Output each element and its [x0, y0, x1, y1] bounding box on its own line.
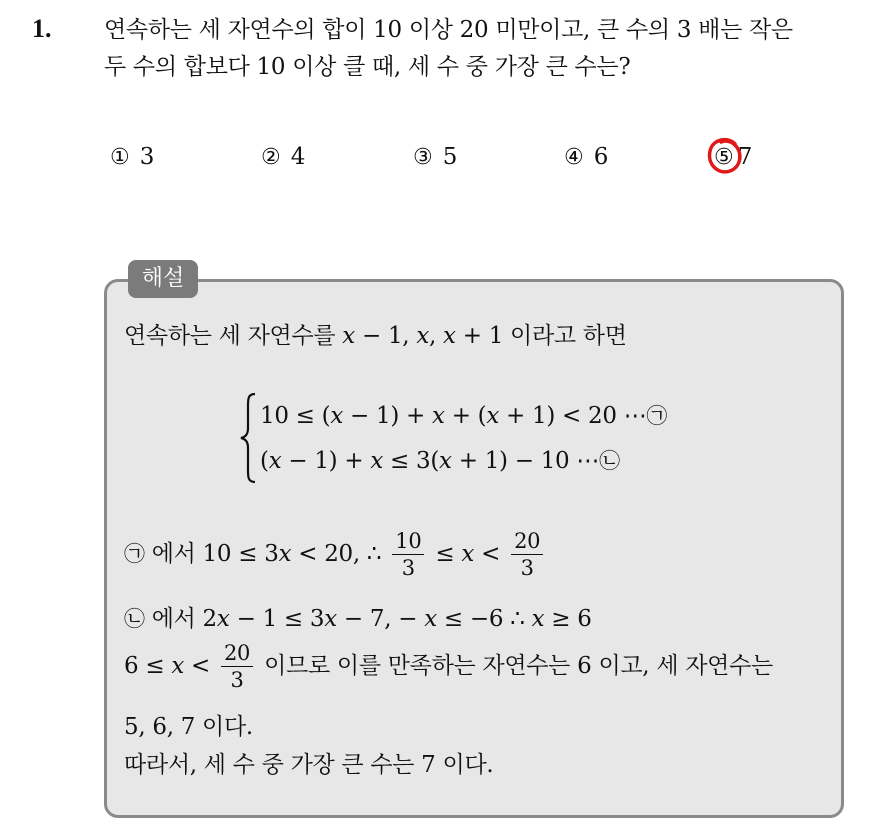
text: < [474, 540, 508, 567]
variable: x [216, 606, 230, 632]
text: ( [260, 448, 269, 474]
text: ≤ [428, 540, 462, 567]
solution-conclusion: 따라서, 세 수 중 가장 큰 수는 7 이다. [124, 752, 494, 778]
solution-intro [124, 317, 627, 350]
choice-value: 3 [139, 144, 155, 170]
denominator: 3 [520, 556, 534, 581]
text: − 1) + [281, 448, 371, 474]
circled-nieun-icon: ㉡ [124, 607, 145, 631]
text: 에서 10 ≤ 3 [144, 540, 279, 567]
left-brace-icon [238, 392, 258, 484]
variable: x [486, 403, 500, 429]
choice-2[interactable] [261, 144, 305, 170]
text: 10 ≤ ( [260, 403, 331, 429]
variable: x [416, 323, 429, 349]
variable: x [171, 652, 184, 679]
solution-step-3 [124, 640, 773, 694]
variable: x [531, 606, 545, 632]
text: − 1 ≤ 3 [229, 606, 325, 632]
text: ≥ 6 [544, 606, 592, 632]
denominator: 3 [230, 668, 244, 693]
circled-nieun-icon: ㉡ [599, 449, 620, 473]
variable: x [330, 403, 344, 429]
choice-5[interactable] [714, 144, 752, 170]
choice-mark: ⑤ [714, 145, 734, 170]
choice-mark: ② [261, 145, 281, 170]
selected-answer-mark [714, 144, 738, 170]
choice-mark: ① [110, 145, 130, 170]
inequality-system [238, 392, 718, 484]
variable: x [424, 606, 437, 632]
variable: x [370, 448, 384, 474]
text: ≤ 3( [383, 448, 440, 474]
text: + ( [444, 403, 487, 429]
variable: x [268, 448, 282, 474]
choice-value: 6 [593, 144, 609, 170]
solution-tag: 해설 [128, 260, 198, 298]
question-line-2: 두 수의 합보다 10 이상 클 때, 세 수 중 가장 큰 수는? [104, 54, 631, 80]
choice-mark: ④ [564, 145, 584, 170]
choice-mark: ③ [413, 145, 433, 170]
inequality-1 [260, 400, 667, 430]
text: − 1) + [343, 403, 433, 429]
text: 연속하는 세 자연수를 [124, 323, 343, 349]
circled-giyeok-icon: ㉠ [124, 541, 145, 566]
text: + 1 이라고 하면 [455, 323, 627, 349]
solution-step-1 [124, 528, 547, 582]
denominator: 3 [401, 556, 415, 581]
numerator: 20 [221, 640, 253, 667]
text: − 1, [354, 323, 417, 349]
variable: x [443, 323, 456, 349]
fraction [511, 528, 543, 582]
choice-4[interactable] [564, 144, 608, 170]
answer-circle-icon [705, 135, 745, 179]
question-number: 1. [32, 14, 52, 43]
text: + 1) < 20 ⋯ [499, 403, 647, 429]
variable: x [324, 606, 337, 632]
question-text [104, 12, 874, 86]
text: ≤ −6 ∴ [436, 606, 532, 632]
choice-3[interactable] [413, 144, 457, 170]
text: 에서 2 [144, 606, 217, 632]
variable: x [278, 540, 292, 567]
text: 이므로 이를 만족하는 자연수는 6 이고, 세 자연수는 [257, 652, 773, 679]
numerator: 20 [511, 528, 543, 555]
text: − 7, − [336, 606, 425, 632]
choice-value: 4 [290, 144, 306, 170]
answer-choices [0, 144, 884, 178]
choice-value: 7 [737, 144, 753, 170]
text: < [184, 652, 217, 679]
solution-step-2 [124, 600, 592, 633]
choice-1[interactable] [110, 144, 154, 170]
solution-line-4: 5, 6, 7 이다. [124, 714, 253, 740]
text: , [429, 323, 444, 349]
numerator: 10 [392, 528, 424, 555]
question-line-1: 연속하는 세 자연수의 합이 10 이상 20 미만이고, 큰 수의 3 배는 작은 [104, 17, 793, 43]
text: 6 ≤ [124, 652, 172, 679]
variable: x [342, 323, 355, 349]
inequality-2 [260, 445, 620, 475]
choice-value: 5 [442, 144, 458, 170]
fraction [392, 528, 424, 582]
fraction [221, 640, 253, 694]
variable: x [432, 403, 445, 429]
variable: x [439, 448, 452, 474]
text: < 20, ∴ [291, 540, 389, 567]
circled-giyeok-icon: ㉠ [646, 404, 668, 428]
text: + 1) − 10 ⋯ [451, 448, 600, 474]
variable: x [461, 540, 475, 567]
